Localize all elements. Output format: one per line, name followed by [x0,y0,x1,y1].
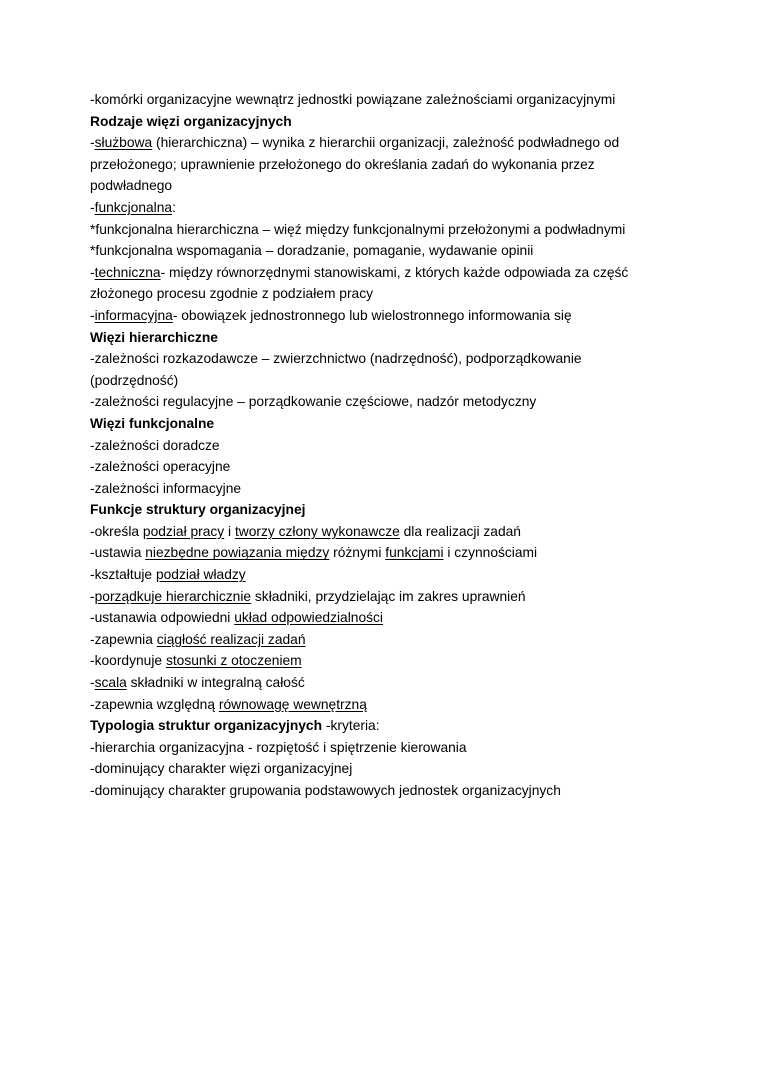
line-text: *funkcjonalna hierarchiczna – więź między funkcjonalnymi przełożonymi a podwładnymi [90,221,626,237]
line-text: -kształtuje [90,567,156,583]
line-text: i czynnościami [443,545,538,561]
text-line [90,478,700,500]
line-text: różnymi [329,545,386,561]
line-text: -dominujący charakter więzi organizacyjnej [90,761,353,777]
underlined-term: informacyjna [94,307,173,323]
text-line [90,758,700,780]
line-text: -zależności operacyjne [90,459,231,475]
section-heading: Funkcje struktury organizacyjnej [90,502,306,518]
line-text: i [224,523,235,539]
section-heading: Rodzaje więzi organizacyjnych [90,113,292,129]
line-text: -zależności rozkazodawcze – zwierzchnictwo (nadrzędność), podporządkowanie (podrzędność) [90,351,582,388]
line-text: składniki, przydzielając im zakres uprawnień [251,588,526,604]
underlined-term: scala [94,675,127,691]
underlined-term: techniczna [94,264,161,280]
text-line [90,650,700,672]
text-line [90,564,700,586]
text-line [90,197,700,219]
line-text: składniki w integralną całość [126,675,305,691]
line-text: -zapewnia [90,631,157,647]
text-line [90,305,700,327]
text-line [90,672,700,694]
text-line [90,629,700,651]
text-line [90,737,700,759]
underlined-term: porządkuje hierarchicznie [94,588,252,604]
underlined-term: niezbędne powiązania między [145,545,330,561]
line-text: -komórki organizacyjne wewnątrz jednostki powiązane zależnościami organizacyjnymi [90,92,616,107]
section-heading: Więzi funkcjonalne [90,415,215,431]
text-line [90,542,700,564]
line-text: - [90,135,95,151]
section-heading: Więzi hierarchiczne [90,329,218,345]
line-text: dla realizacji zadań [399,523,521,539]
line-text: : [172,199,176,215]
underlined-term: tworzy człony wykonawcze [234,523,400,539]
section-heading: Typologia struktur organizacyjnych [90,718,323,734]
text-line [90,391,700,413]
line-text: -kryteria: [322,718,380,734]
line-text: -określa [90,523,143,539]
text-line [90,780,700,802]
text-line [90,89,700,111]
line-text: - między równorzędnymi stanowiskami, z których każde odpowiada za część złożonego procesu zgodnie z podziałem pracy [90,264,629,302]
line-text: - [90,264,95,280]
text-line [90,240,700,262]
underlined-term: podział pracy [142,523,225,539]
line-text: -zależności regulacyjne – porządkowanie częściowe, nadzór metodyczny [90,394,537,410]
line-text: (hierarchiczna) – wynika z hierarchii organizacji, zależność podwładnego od przełożonego; uprawnienie przełożonego do określania zadań do wykonania przez podwładnego [90,135,620,194]
text-line [90,694,700,716]
underlined-term: służbowa [94,135,153,151]
text-line [90,262,655,305]
line-text: - obowiązek jednostronnego lub wielostronnego informowania się [172,307,572,323]
line-text: - [90,675,95,691]
line-text: -zapewnia względną [90,696,219,712]
line-text: *funkcjonalna wspomagania – doradzanie, pomaganie, wydawanie opinii [90,243,534,259]
line-text: - [90,199,95,215]
line-text: -ustawia [90,545,146,561]
text-line [90,586,700,608]
text-line [90,132,655,197]
underlined-term: równowagę wewnętrzną [218,696,367,712]
line-text: -hierarchia organizacyjna - rozpiętość i spiętrzenie kierowania [90,739,467,755]
text-line [90,456,700,478]
line-text: - [90,588,95,604]
line-text: -zależności informacyjne [90,480,242,496]
underlined-term: funkcjonalna [94,199,173,215]
line-text: -zależności doradcze [90,437,220,453]
text-line [90,219,700,241]
text-line [90,521,700,543]
text-line [90,607,700,629]
line-text: -dominujący charakter grupowania podstawowych jednostek organizacyjnych [90,783,561,798]
text-line [90,435,700,457]
line-text: -ustanawia odpowiedni [90,610,235,626]
underlined-term: podział władzy [155,567,246,583]
underlined-term: funkcjami [385,545,444,561]
line-text: - [90,307,95,323]
underlined-term: układ odpowiedzialności [234,610,383,626]
underlined-term: stosunki z otoczeniem [165,653,302,669]
text-line [90,348,655,391]
line-text: -koordynuje [90,653,166,669]
underlined-term: ciągłość realizacji zadań [156,631,306,647]
section-heading-line [90,715,700,737]
